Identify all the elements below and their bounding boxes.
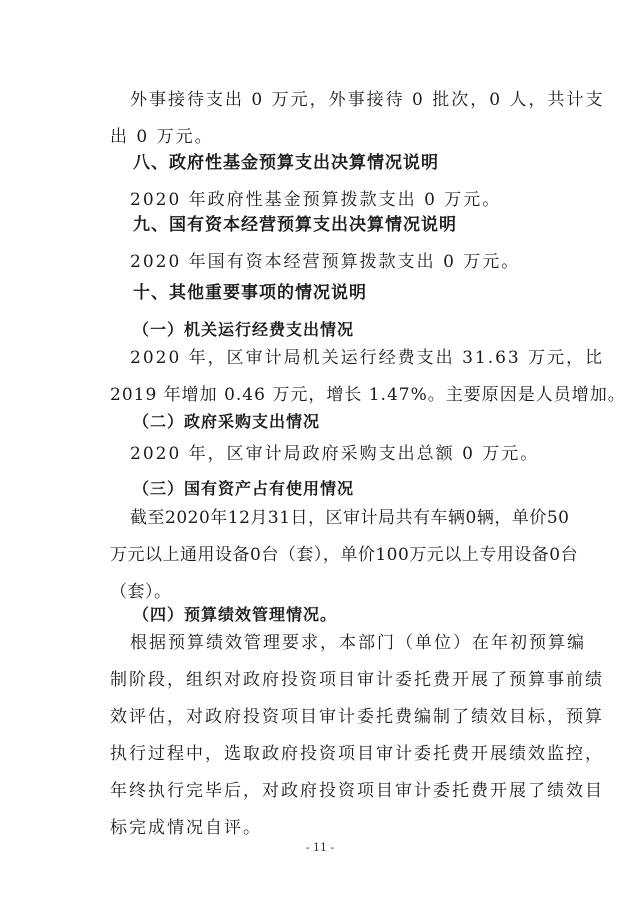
page-number: - 11 - [305,841,335,854]
paragraph-line: 标完成情况自评。 [110,818,262,838]
subsection-heading-2: （二）政府采购支出情况 [133,412,321,431]
paragraph-line: 2020 年，区审计局政府采购支出总额 0 万元。 [130,444,540,464]
paragraph-line: 2020 年，区审计局机关运行经费支出 31.63 万元，比 [130,348,605,368]
section-heading-9: 九、国有资本经营预算支出决算情况说明 [133,215,457,235]
paragraph-line: 2020 年国有资本经营预算拨款支出 0 万元。 [130,252,521,272]
paragraph-line: 万元以上通用设备0台（套），单价100万元以上专用设备0台 [110,545,579,565]
paragraph-line: 效评估，对政府投资项目审计委托费编制了绩效目标，预算 [110,707,604,727]
paragraph-line: 制阶段，组织对政府投资项目审计委托费开展了预算事前绩 [110,670,604,690]
paragraph-line: 截至2020年12月31日，区审计局共有车辆0辆，单价50 [130,508,570,528]
section-heading-10: 十、其他重要事项的情况说明 [133,283,367,303]
subsection-heading-3: （三）国有资产占有使用情况 [133,479,355,498]
paragraph-state-assets [110,500,579,611]
subsection-heading-1: （一）机关运行经费支出情况 [133,320,355,339]
paragraph-line: （套）。 [110,582,172,602]
paragraph-line: 根据预算绩效管理要求，本部门（单位）在年初预算编 [130,633,586,653]
paragraph-line: 出 0 万元。 [110,127,214,147]
paragraph-line: 执行过程中，选取政府投资项目审计委托费开展绩效监控， [110,744,604,764]
paragraph-line: 年终执行完毕后，对政府投资项目审计委托费开展了绩效目 [110,781,604,801]
section-heading-8: 八、政府性基金预算支出决算情况说明 [133,153,439,173]
paragraph-line: 2020 年政府性基金预算拨款支出 0 万元。 [130,190,502,210]
paragraph-line: 2019 年增加 0.46 万元，增长 1.47%。主要原因是人员增加。 [110,385,626,405]
paragraph-line: 外事接待支出 0 万元，外事接待 0 批次，0 人，共计支 [130,90,605,110]
paragraph-procurement [130,436,560,473]
subsection-heading-4: （四）预算绩效管理情况。 [133,605,338,624]
paragraph-performance-management [110,625,604,847]
